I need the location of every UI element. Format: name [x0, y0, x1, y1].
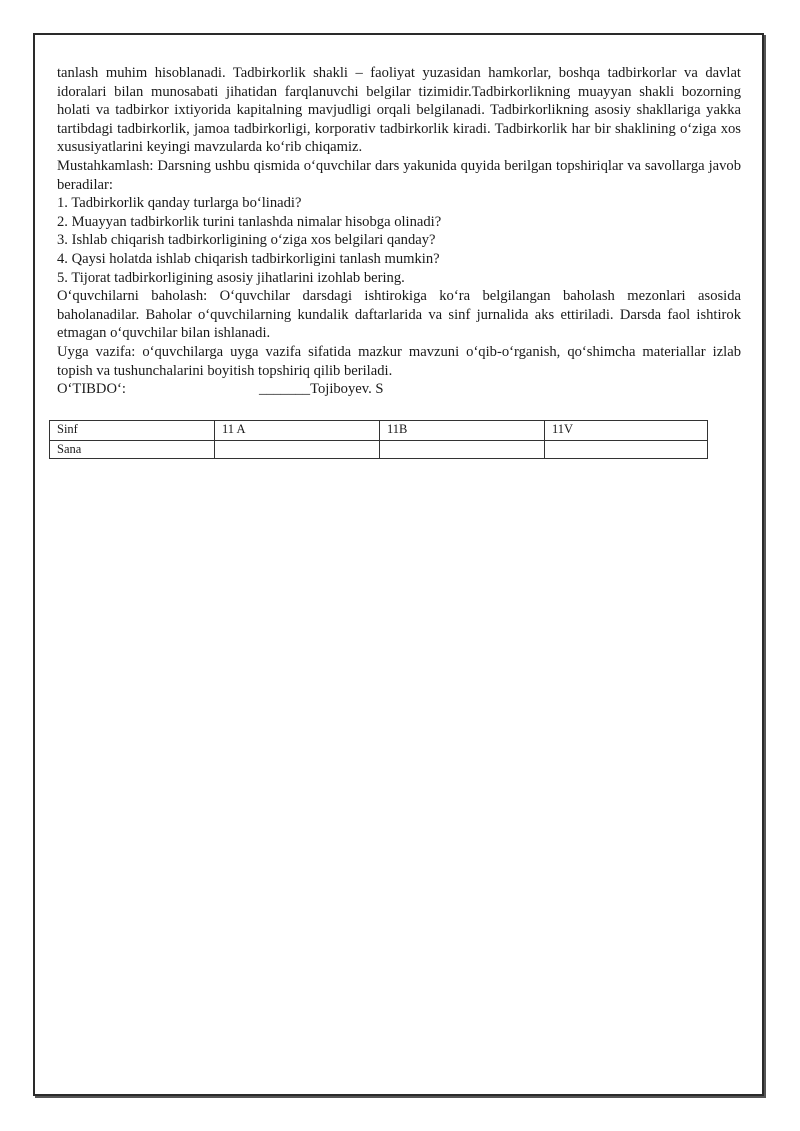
intro-paragraph: tanlash muhim hisoblanadi. Tadbirkorlik shakli – faoliyat yuzasidan hamkorlar, boshqa tadbirkorlar va davlat idoralari bilan munosabati jihatidan farqlanuvchi belgilar tizimidir.Tadbirkorlikning muayyan shakli bozorning holati va tadbirkor ixtiyorida kapitalning mavjudligi orqali belgilanadi. Tadbirkorlikning asosiy shakllariga yakka tartibdagi tadbirkorlik, jamoa tadbirkorligi, korporativ tadbirkorlik kiradi. Tadbirkorlik har bir shaklining o‘ziga xos xususiyatlarini keyingi mavzularda ko‘rib chiqamiz. [57, 65, 741, 156]
table-cell: 11B [380, 421, 545, 441]
table-cell: Sinf [50, 421, 215, 441]
table-cell [380, 441, 545, 459]
question-item: 1. Tadbirkorlik qanday turlarga bo‘linadi? [57, 195, 302, 212]
table-cell [215, 441, 380, 459]
question-item: 5. Tijorat tadbirkorligining asosiy jihatlarini izohlab bering. [57, 269, 405, 286]
assessment-paragraph: O‘quvchilarni baholash: O‘quvchilar darsdagi ishtirokiga ko‘ra belgilangan baholash mezonlari asosida baholanadilar. Baholar o‘quvchilarning kundalik daftarlarida va sinf jurnalida aks ettiriladi. Darsda faol ishtirok etmagan o‘quvchilar bilan ishlanadi. [57, 288, 741, 342]
signature-name: _______Tojiboyev. S [259, 381, 384, 398]
document-body [57, 64, 741, 399]
class-date-table [49, 420, 708, 459]
reinforcement-paragraph: Mustahkamlash: Darsning ushbu qismida o‘quvchilar dars yakunida quyida berilgan topshiriqlar va savollarga javob beradilar: [57, 157, 741, 193]
signature-line [57, 380, 741, 399]
table-cell [545, 441, 708, 459]
table-row [50, 441, 708, 459]
table-cell: 11 A [215, 421, 380, 441]
signature-label: O‘TIBDO‘: [57, 381, 126, 398]
table-row [50, 421, 708, 441]
question-item: 3. Ishlab chiqarish tadbirkorligining o‘ziga xos belgilari qanday? [57, 232, 436, 249]
question-item: 2. Muayyan tadbirkorlik turini tanlashda nimalar hisobga olinadi? [57, 213, 442, 230]
question-item: 4. Qaysi holatda ishlab chiqarish tadbirkorligini tanlash mumkin? [57, 250, 440, 267]
table-cell: 11V [545, 421, 708, 441]
table-cell: Sana [50, 441, 215, 459]
homework-paragraph: Uyga vazifa: o‘quvchilarga uyga vazifa sifatida mazkur mavzuni o‘qib-o‘rganish, qo‘shimcha materiallar izlab topish va tushunchalarini boyitish topshiriq qilib beriladi. [57, 343, 741, 379]
